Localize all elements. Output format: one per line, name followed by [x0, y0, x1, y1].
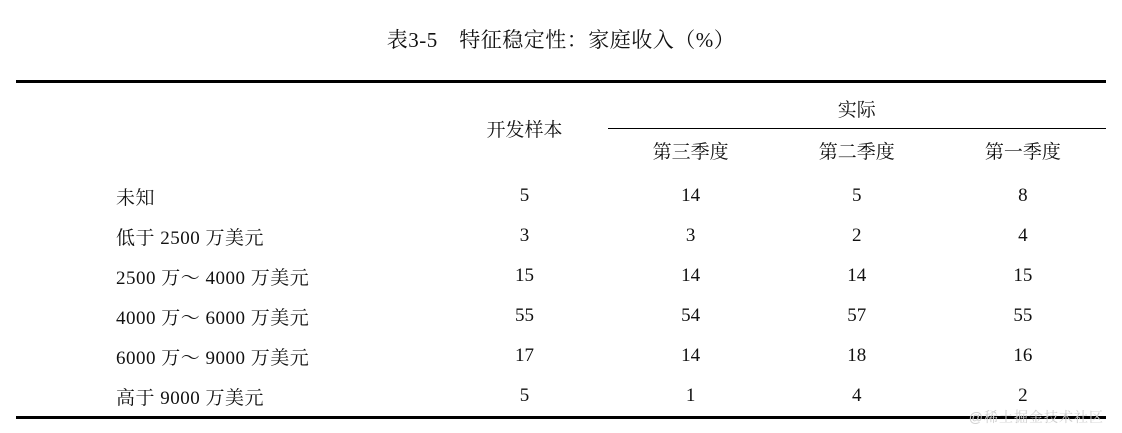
row-value-q1: 15	[1013, 265, 1033, 286]
row-value-q1: 16	[1013, 345, 1033, 366]
row-value-q2: 2	[851, 225, 862, 246]
table-row	[16, 296, 1106, 336]
table-row	[16, 336, 1106, 376]
row-value-dev: 5	[519, 385, 530, 406]
table-row	[16, 216, 1106, 256]
row-label: 低于 2500 万美元	[116, 227, 265, 249]
row-label: 未知	[116, 187, 156, 209]
header-quarter-3: 第三季度	[652, 142, 729, 163]
row-value-dev: 55	[514, 305, 534, 326]
row-value-dev: 17	[514, 345, 534, 366]
rule-cell	[16, 418, 441, 420]
row-value-q2: 14	[847, 265, 867, 286]
header-corner-blank	[16, 83, 441, 176]
row-value-q3: 14	[681, 345, 701, 366]
row-label: 6000 万～ 9000 万美元	[116, 347, 310, 369]
header-dev-sample: 开发样本	[486, 120, 563, 141]
rule-cell	[774, 418, 940, 420]
table-row	[16, 176, 1106, 216]
rule-cell	[608, 418, 774, 420]
row-value-q1: 8	[1018, 185, 1028, 206]
row-value-q3: 14	[681, 185, 701, 206]
feature-stability-table	[16, 80, 1106, 419]
row-value-q2: 57	[847, 305, 867, 326]
table-caption: 表3-5 特征稳定性：家庭收入（%）	[386, 28, 736, 52]
row-value-q2: 4	[851, 385, 862, 406]
header-actual-group: 实际	[608, 83, 1106, 129]
row-value-q3: 14	[681, 265, 701, 286]
table-bottom-rule	[16, 418, 1106, 420]
row-value-q1: 4	[1018, 225, 1028, 246]
watermark-text: @稀土掘金技术社区	[968, 409, 1104, 425]
row-value-q2: 18	[847, 345, 867, 366]
row-value-dev: 5	[519, 185, 530, 206]
row-value-q2: 5	[851, 185, 862, 206]
row-value-dev: 3	[519, 225, 530, 246]
row-value-q3: 54	[681, 305, 701, 326]
row-value-dev: 15	[514, 265, 534, 286]
row-label: 4000 万～ 6000 万美元	[116, 307, 310, 329]
rule-cell	[441, 418, 607, 420]
row-value-q3: 1	[685, 385, 696, 406]
row-label: 高于 9000 万美元	[116, 387, 265, 409]
header-quarter-2: 第二季度	[818, 142, 895, 163]
table-row	[16, 256, 1106, 296]
header-row-top	[16, 83, 1106, 129]
row-value-q1: 55	[1013, 305, 1033, 326]
row-value-q3: 3	[685, 225, 696, 246]
row-value-q1: 2	[1018, 385, 1028, 406]
row-label: 2500 万～ 4000 万美元	[116, 267, 310, 289]
header-quarter-1: 第一季度	[984, 142, 1061, 163]
table-row	[16, 376, 1106, 418]
